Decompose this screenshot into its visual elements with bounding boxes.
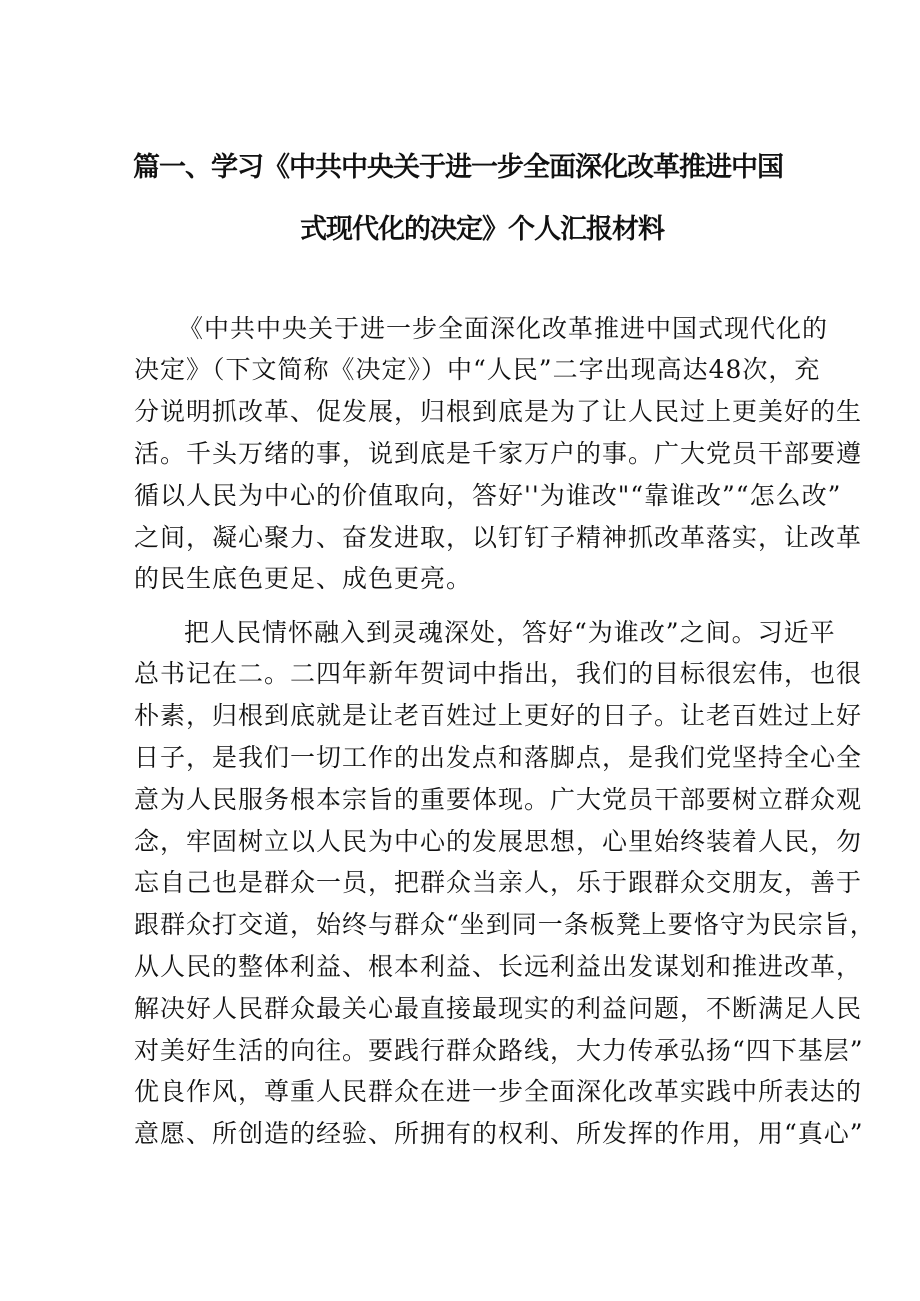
paragraph-1-line-7: 的民生底色更足、成色更亮。 bbox=[134, 564, 473, 593]
paragraph-2-line-10: 解决好人民群众最关心最直接最现实的利益问题，不断满足人民 bbox=[134, 994, 863, 1023]
paragraph-2-line-6: 念，牢固树立以人民为中心的发展思想，心里始终装着人民，勿 bbox=[134, 827, 863, 856]
paragraph-2-line-11: 对美好生活的向往。要践行群众路线，大力传承弘扬“四下基层” bbox=[134, 1036, 864, 1065]
paragraph-2-line-7: 忘自己也是群众一员，把群众当亲人，乐于跟群众交朋友，善于 bbox=[134, 868, 863, 897]
document-title-line-2: 式现代化的决定》个人汇报材料 bbox=[300, 214, 664, 245]
paragraph-1-line-4: 活。千头万绪的事，说到底是千家万户的事。广大党员干部要遵 bbox=[134, 439, 863, 468]
paragraph-2-line-5: 意为人民服务根本宗旨的重要体现。广大党员干部要树立群众观 bbox=[134, 785, 863, 814]
paragraph-2-line-1: 把人民情怀融入到灵魂深处，答好“为谁改”之间。习近平 bbox=[184, 618, 836, 647]
paragraph-2-line-2: 总书记在二。二四年新年贺词中指出，我们的目标很宏伟，也很 bbox=[134, 659, 863, 688]
paragraph-2-line-13: 意愿、所创造的经验、所拥有的权利、所发挥的作用，用“真心” bbox=[134, 1119, 864, 1148]
paragraph-2-line-3: 朴素，归根到底就是让老百姓过上更好的日子。让老百姓过上好 bbox=[134, 701, 863, 730]
paragraph-1-line-5: 循以人民为中心的价值取向，答好''为谁改"“靠谁改”“怎么改” bbox=[134, 481, 842, 510]
paragraph-1-line-6: 之间，凝心聚力、奋发进取，以钉钉子精神抓改革落实，让改革 bbox=[134, 523, 863, 552]
paragraph-2-line-9: 从人民的整体利益、根本利益、长远利益出发谋划和推进改革， bbox=[134, 952, 863, 981]
paragraph-1-line-3: 分说明抓改革、促发展，归根到底是为了让人民过上更美好的生 bbox=[134, 397, 863, 426]
paragraph-2-line-8: 跟群众打交道，始终与群众“坐到同一条板凳上要恪守为民宗旨， bbox=[134, 910, 876, 939]
paragraph-2-line-4: 日子，是我们一切工作的出发点和落脚点，是我们党坚持全心全 bbox=[134, 743, 863, 772]
paragraph-1-line-2: 决定》（下文简称《决定》）中“人民”二字出现高达48次，充 bbox=[134, 355, 821, 384]
document-title-line-1: 篇一、学习《中共中央关于进一步全面深化改革推进中国 bbox=[133, 152, 783, 183]
paragraph-2-line-12: 优良作风，尊重人民群众在进一步全面深化改革实践中所表达的 bbox=[134, 1077, 863, 1106]
paragraph-1-line-1: 《中共中央关于进一步全面深化改革推进中国式现代化的 bbox=[178, 314, 829, 343]
